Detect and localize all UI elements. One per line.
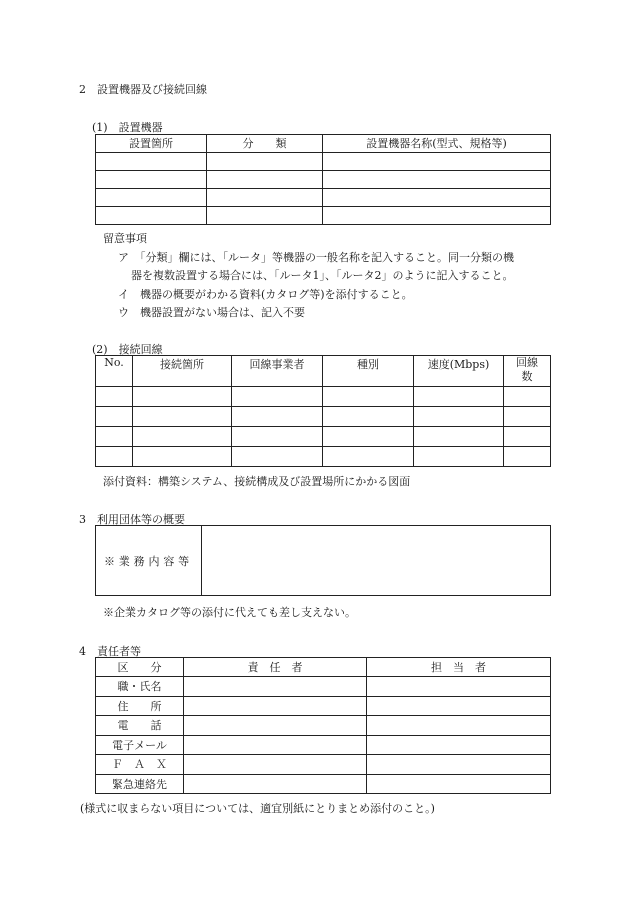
catalog-note: ※企業カタログ等の添付に代えても差し支えない。 bbox=[103, 606, 356, 619]
notes-title: 留意事項 bbox=[103, 232, 147, 245]
table-cell[interactable] bbox=[367, 755, 551, 775]
subsection-1-title: (1) 設置機器 bbox=[92, 121, 163, 134]
table-cell[interactable] bbox=[323, 407, 414, 427]
table-cell[interactable] bbox=[133, 387, 232, 407]
table-cell[interactable] bbox=[367, 774, 551, 794]
header-equipment-name: 設置機器名称(型式、規格等) bbox=[323, 135, 551, 153]
table-cell[interactable] bbox=[414, 447, 504, 467]
table-cell[interactable] bbox=[367, 677, 551, 697]
header-carrier: 回線事業者 bbox=[232, 356, 323, 387]
table-row bbox=[96, 153, 551, 171]
section-2-heading: 2 設置機器及び接続回線 bbox=[79, 83, 207, 96]
business-content-cell[interactable] bbox=[202, 526, 551, 596]
equipment-table bbox=[95, 134, 551, 225]
table-cell[interactable] bbox=[232, 407, 323, 427]
table-cell[interactable] bbox=[184, 755, 367, 775]
table-cell[interactable] bbox=[133, 427, 232, 447]
footer-note: (様式に収まらない項目については、適宜別紙にとりまとめ添付のこと。) bbox=[80, 802, 435, 815]
table-row bbox=[96, 189, 551, 207]
table-row bbox=[96, 207, 551, 225]
row-label-name: 職・氏名 bbox=[96, 677, 184, 697]
table-row bbox=[96, 427, 551, 447]
table-cell[interactable] bbox=[232, 447, 323, 467]
row-label-phone: 電 話 bbox=[96, 716, 184, 736]
table-cell[interactable] bbox=[504, 387, 551, 407]
table-row bbox=[96, 677, 551, 697]
row-label-emergency: 緊急連絡先 bbox=[96, 774, 184, 794]
table-cell[interactable] bbox=[96, 387, 133, 407]
table-cell[interactable] bbox=[367, 735, 551, 755]
table-cell[interactable] bbox=[207, 153, 323, 171]
header-line-count bbox=[504, 356, 551, 387]
note-a-line2: 器を複数設置する場合には、「ルータ1」、「ルータ2」のように記入すること。 bbox=[131, 269, 514, 282]
table-cell[interactable] bbox=[207, 171, 323, 189]
table-cell[interactable] bbox=[184, 735, 367, 755]
table-cell[interactable] bbox=[414, 407, 504, 427]
table-cell[interactable] bbox=[323, 189, 551, 207]
table-cell[interactable] bbox=[96, 153, 207, 171]
table-cell[interactable] bbox=[504, 427, 551, 447]
table-cell[interactable] bbox=[414, 387, 504, 407]
header-line-count-2: 数 bbox=[521, 370, 533, 383]
table-row bbox=[96, 447, 551, 467]
note-i: イ 機器の概要がわかる資料(カタログ等)を添付すること。 bbox=[118, 288, 413, 301]
table-cell[interactable] bbox=[504, 407, 551, 427]
table-cell[interactable] bbox=[96, 427, 133, 447]
table-cell[interactable] bbox=[207, 189, 323, 207]
table-cell[interactable] bbox=[207, 207, 323, 225]
business-overview-table bbox=[95, 525, 551, 596]
table-cell[interactable] bbox=[323, 207, 551, 225]
subsection-2-title: (2) 接続回線 bbox=[92, 343, 163, 356]
row-label-fax: Ｆ Ａ Ｘ bbox=[96, 755, 184, 775]
header-responsible: 責 任 者 bbox=[184, 658, 367, 677]
table-row bbox=[96, 774, 551, 794]
row-label-email: 電子メール bbox=[96, 735, 184, 755]
table-cell[interactable] bbox=[232, 387, 323, 407]
table-cell[interactable] bbox=[232, 427, 323, 447]
header-no: No. bbox=[96, 356, 133, 387]
table-row bbox=[96, 755, 551, 775]
table-cell[interactable] bbox=[96, 189, 207, 207]
header-category: 分 類 bbox=[207, 135, 323, 153]
table-cell[interactable] bbox=[367, 696, 551, 716]
table-cell[interactable] bbox=[133, 447, 232, 467]
table-row bbox=[96, 716, 551, 736]
header-install-location: 設置箇所 bbox=[96, 135, 207, 153]
section-3-heading: 3 利用団体等の概要 bbox=[79, 513, 185, 526]
table-cell[interactable] bbox=[96, 407, 133, 427]
table-cell[interactable] bbox=[504, 447, 551, 467]
table-cell[interactable] bbox=[323, 427, 414, 447]
table-cell[interactable] bbox=[96, 447, 133, 467]
header-type: 種別 bbox=[323, 356, 414, 387]
header-classification: 区 分 bbox=[96, 658, 184, 677]
attachment-note: 添付資料：構築システム、接続構成及び設置場所にかかる図面 bbox=[103, 475, 411, 488]
table-cell[interactable] bbox=[323, 387, 414, 407]
table-cell[interactable] bbox=[367, 716, 551, 736]
header-connection-location: 接続箇所 bbox=[133, 356, 232, 387]
table-row bbox=[96, 735, 551, 755]
table-cell[interactable] bbox=[184, 677, 367, 697]
note-u: ウ 機器設置がない場合は、記入不要 bbox=[118, 306, 305, 319]
table-cell[interactable] bbox=[184, 696, 367, 716]
table-cell[interactable] bbox=[323, 153, 551, 171]
table-cell[interactable] bbox=[323, 171, 551, 189]
table-cell[interactable] bbox=[96, 207, 207, 225]
table-cell[interactable] bbox=[414, 427, 504, 447]
responsible-persons-table bbox=[95, 657, 551, 794]
table-cell[interactable] bbox=[133, 407, 232, 427]
header-contact: 担 当 者 bbox=[367, 658, 551, 677]
section-4-heading: 4 責任者等 bbox=[79, 645, 141, 658]
table-row bbox=[96, 387, 551, 407]
table-row bbox=[96, 171, 551, 189]
table-cell[interactable] bbox=[96, 171, 207, 189]
header-speed: 速度(Mbps) bbox=[414, 356, 504, 387]
row-label-address: 住 所 bbox=[96, 696, 184, 716]
note-a-line1: ア 「分類」欄には、「ルータ」等機器の一般名称を記入すること。同一分類の機 bbox=[118, 251, 514, 264]
table-cell[interactable] bbox=[184, 774, 367, 794]
table-cell[interactable] bbox=[323, 447, 414, 467]
business-content-label: ※業務内容等 bbox=[96, 526, 202, 596]
table-row bbox=[96, 696, 551, 716]
table-row bbox=[96, 407, 551, 427]
connection-table bbox=[95, 355, 551, 467]
table-cell[interactable] bbox=[184, 716, 367, 736]
header-line-count-1: 回線 bbox=[516, 356, 538, 369]
